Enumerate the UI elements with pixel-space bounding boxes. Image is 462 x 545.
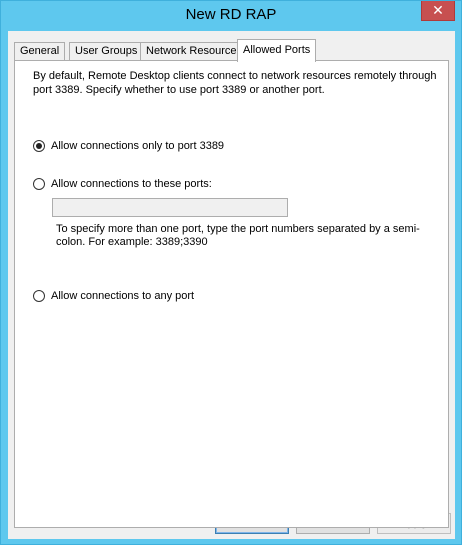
- allowed-ports-panel: [14, 60, 449, 528]
- option-these-ports-label: Allow connections to these ports:: [51, 178, 212, 190]
- close-button[interactable]: [421, 1, 455, 21]
- title-bar[interactable]: [1, 1, 461, 31]
- option-any-port-label: Allow connections to any port: [51, 290, 195, 302]
- tab-network-resource[interactable]: Network Resource: [140, 42, 242, 61]
- ports-input[interactable]: [52, 198, 288, 217]
- close-icon: ✕: [432, 2, 444, 18]
- window-title: New RD RAP: [185, 6, 277, 23]
- radio-port-3389[interactable]: [33, 140, 45, 152]
- radio-these-ports[interactable]: [33, 178, 45, 190]
- option-port-3389[interactable]: [33, 139, 224, 153]
- tab-general[interactable]: General: [14, 42, 65, 61]
- dialog-client-area: [8, 31, 455, 539]
- option-port-3389-label: Allow connections only to port 3389: [51, 140, 225, 152]
- intro-text: By default, Remote Desktop clients connect to network resources remotely through port 3389. Specify whether to use port 3389 or another port.: [33, 70, 437, 96]
- ports-hint-text: To specify more than one port, type the port numbers separated by a semi-colon. For example: 3389;3390: [56, 223, 420, 248]
- option-any-port[interactable]: [33, 289, 194, 303]
- tab-allowed-ports[interactable]: Allowed Ports: [237, 39, 316, 62]
- radio-any-port[interactable]: [33, 290, 45, 302]
- tab-user-groups[interactable]: User Groups: [69, 42, 143, 61]
- option-these-ports[interactable]: [33, 177, 212, 191]
